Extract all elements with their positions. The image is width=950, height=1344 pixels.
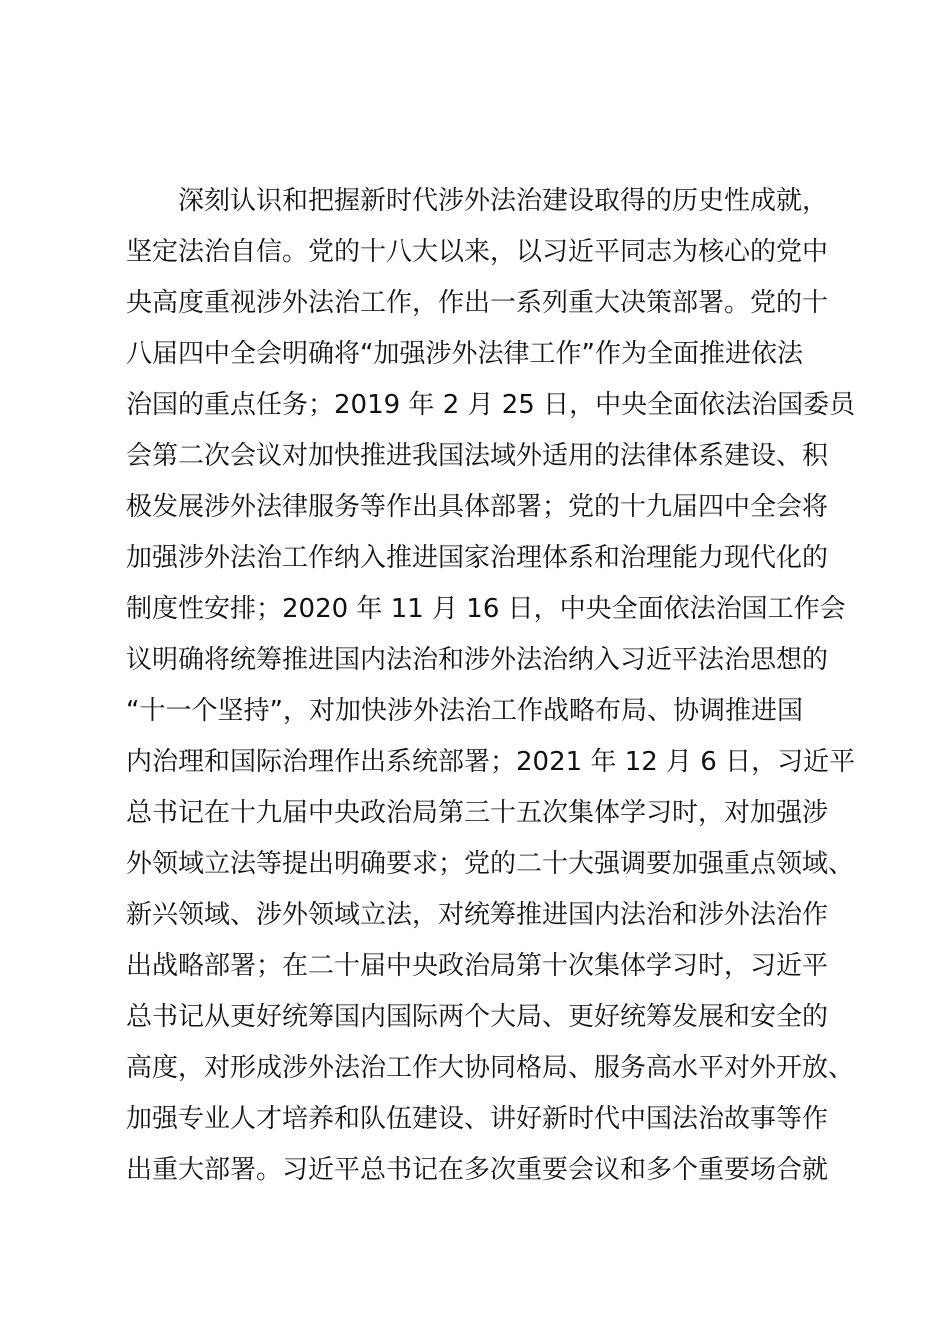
paragraph-line: 八届四中全会明确将“加强涉外法律工作”作为全面推进依法: [126, 339, 803, 369]
paragraph-line: 内治理和国际治理作出系统部署；2021 年 12 月 6 日，习近平: [126, 747, 856, 777]
paragraph-line: 治国的重点任务；2019 年 2 月 25 日，中央全面依法治国委员: [126, 390, 856, 420]
paragraph-line: 央高度重视涉外法治工作，作出一系列重大决策部署。党的十: [126, 288, 829, 318]
paragraph-line: “十一个坚持”，对加快涉外法治工作战略布局、协调推进国: [126, 696, 803, 726]
paragraph-line: 极发展涉外法律服务等作出具体部署；党的十九届四中全会将: [126, 492, 829, 522]
paragraph-line: 高度，对形成涉外法治工作大协同格局、服务高水平对外开放、: [126, 1053, 855, 1083]
paragraph-line: 出重大部署。习近平总书记在多次重要会议和多个重要场合就: [126, 1155, 829, 1185]
paragraph-line: 议明确将统筹推进国内法治和涉外法治纳入习近平法治思想的: [126, 645, 829, 675]
paragraph-line: 制度性安排；2020 年 11 月 16 日，中央全面依法治国工作会: [126, 594, 846, 624]
paragraph-line: 加强专业人才培养和队伍建设、讲好新时代中国法治故事等作: [126, 1104, 829, 1134]
paragraph-line: 总书记在十九届中央政治局第三十五次集体学习时，对加强涉: [126, 798, 829, 828]
paragraph-line: 外领域立法等提出明确要求；党的二十大强调要加强重点领域、: [126, 849, 855, 879]
paragraph-line: 总书记从更好统筹国内国际两个大局、更好统筹发展和安全的: [126, 1002, 829, 1032]
paragraph-line: 加强涉外法治工作纳入推进国家治理体系和治理能力现代化的: [126, 543, 829, 573]
paragraph-line: 会第二次会议对加快推进我国法域外适用的法律体系建设、积: [126, 441, 829, 471]
paragraph-line: 出战略部署；在二十届中央政治局第十次集体学习时，习近平: [126, 951, 829, 981]
paragraph-line: 深刻认识和把握新时代涉外法治建设取得的历史性成就，: [178, 186, 829, 216]
paragraph-line: 新兴领域、涉外领域立法，对统筹推进国内法治和涉外法治作: [126, 900, 829, 930]
paragraph-line: 坚定法治自信。党的十八大以来，以习近平同志为核心的党中: [126, 237, 829, 267]
body-paragraph: [126, 176, 856, 1196]
